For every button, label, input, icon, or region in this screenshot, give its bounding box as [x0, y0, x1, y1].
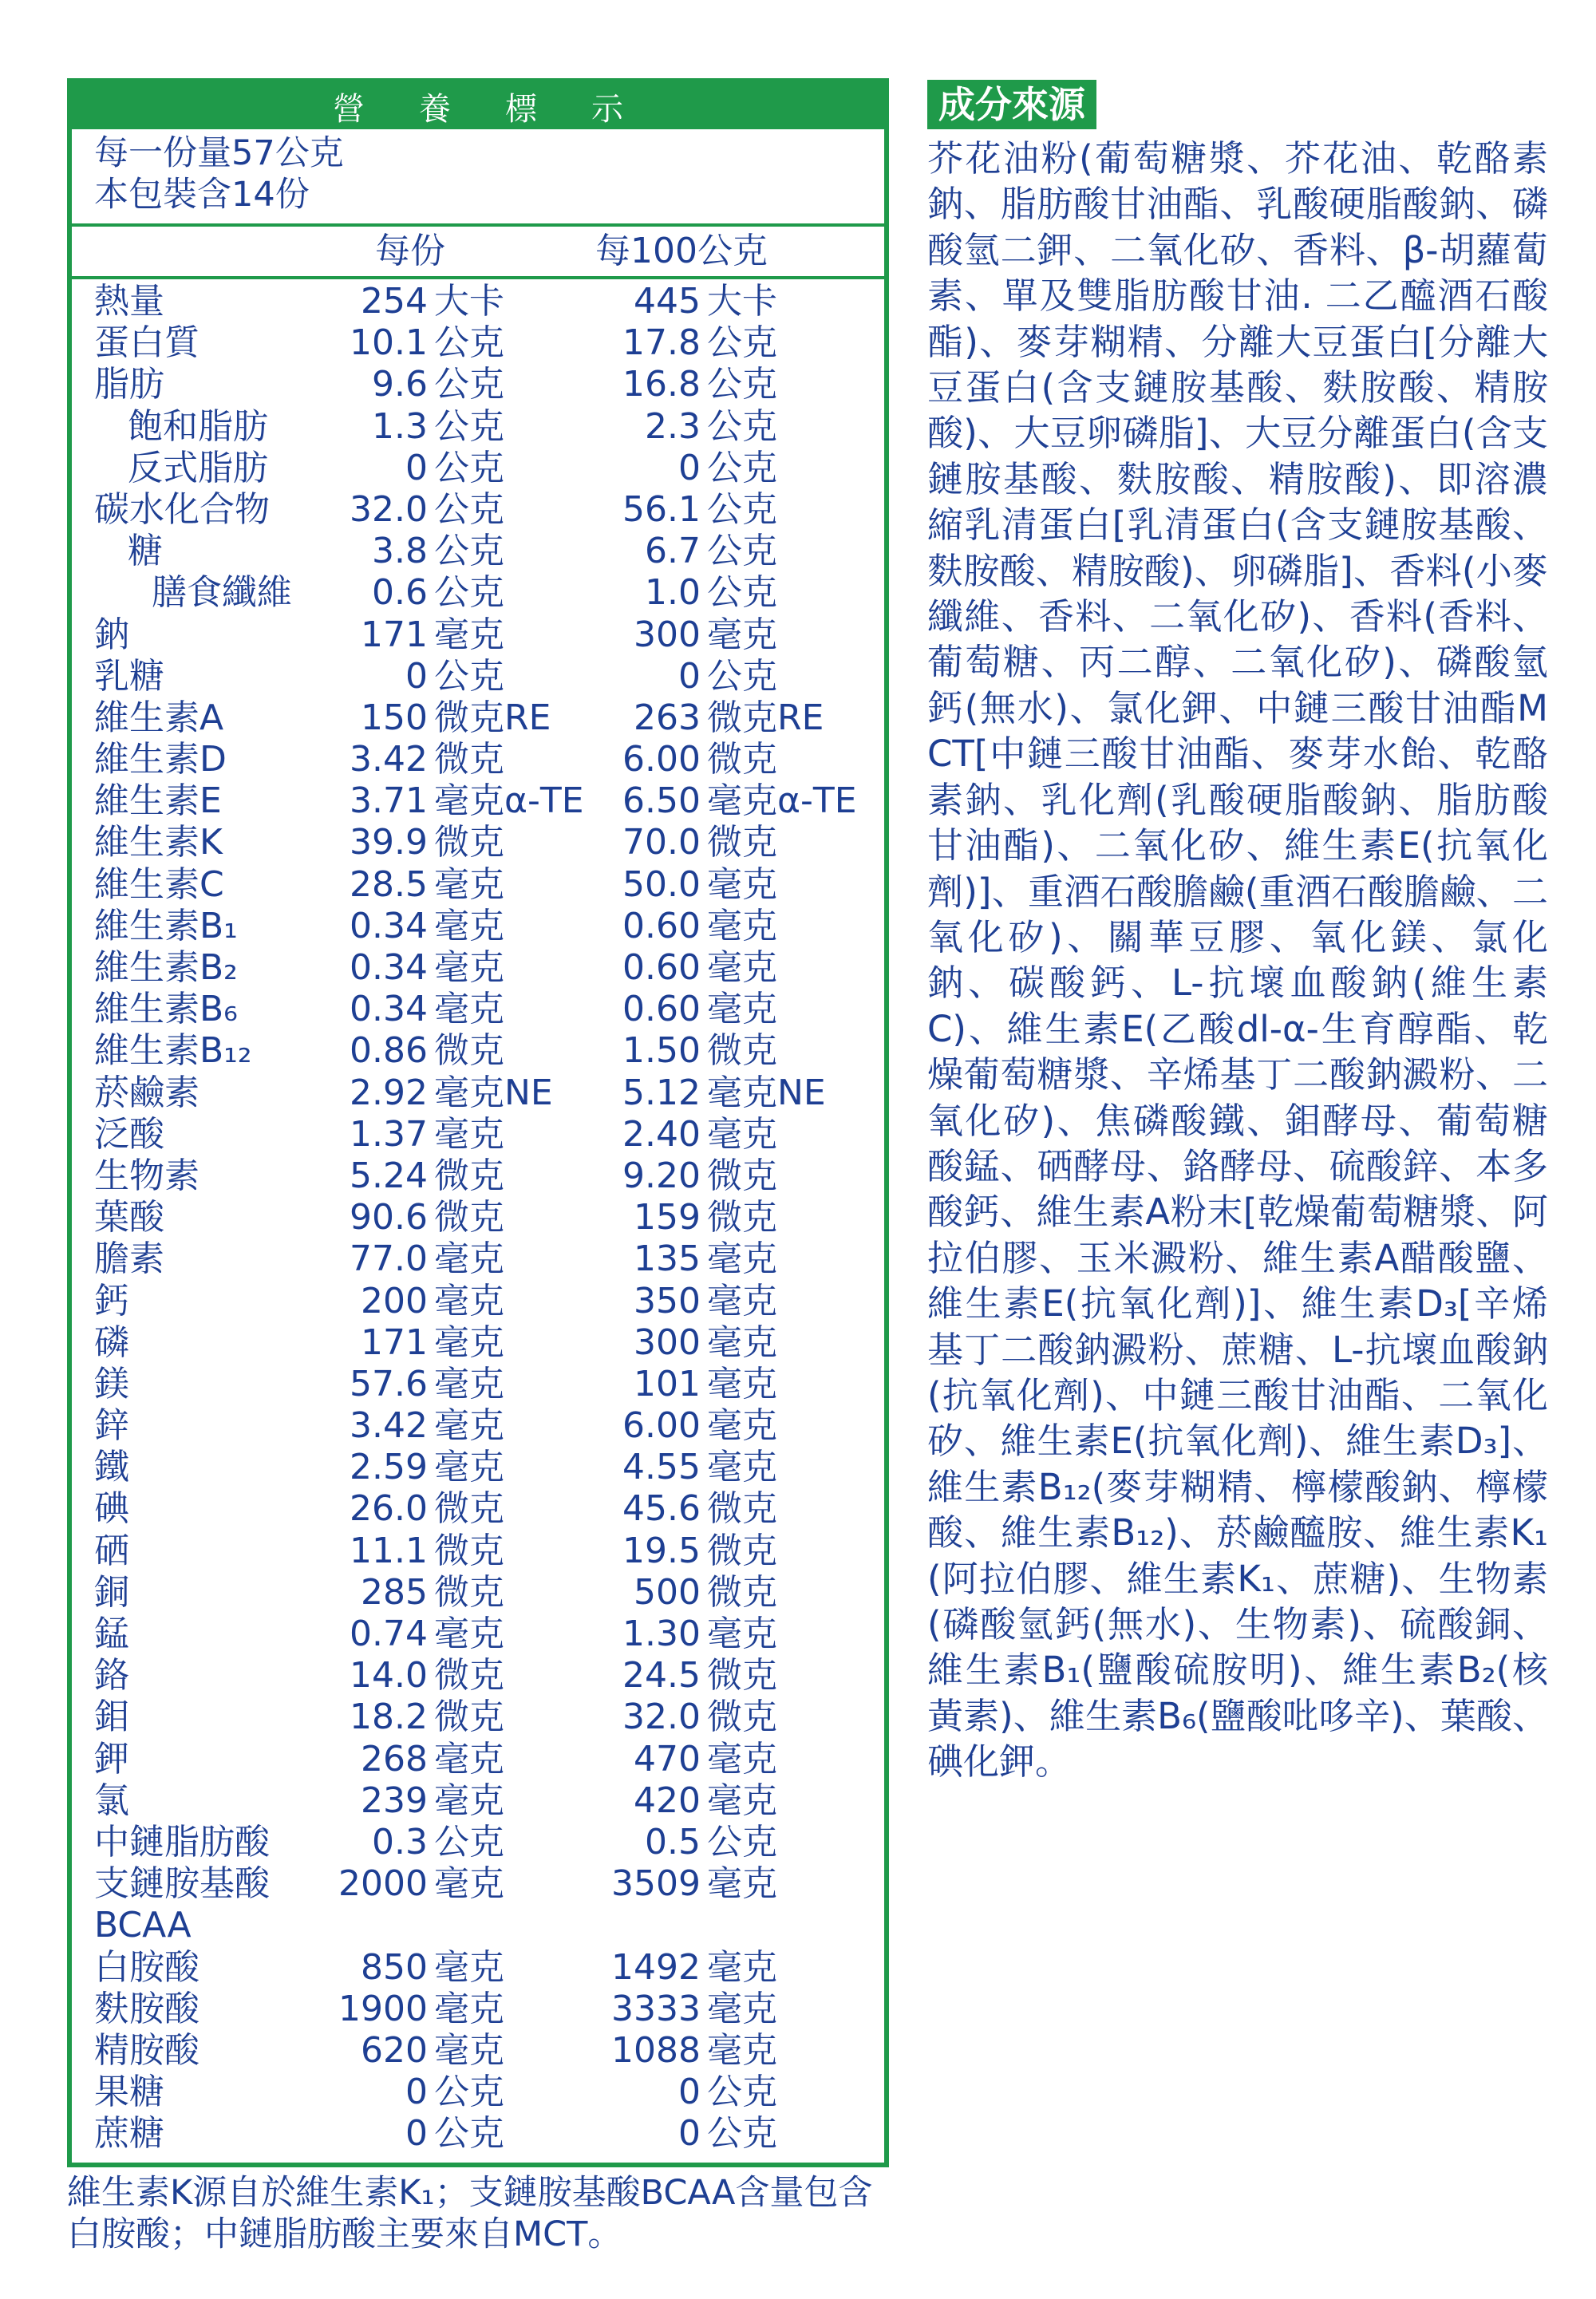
- nutrition-row: [72, 822, 884, 863]
- per-serving-unit: 公克: [434, 447, 504, 488]
- nutrient-name: 蛋白質: [94, 322, 200, 364]
- nutrient-name: 鎂: [94, 1363, 129, 1404]
- nutrition-row: [72, 1947, 884, 1989]
- nutrition-row: [72, 364, 884, 405]
- nutrition-row: [72, 656, 884, 697]
- nutrient-name: 葉酸: [94, 1197, 164, 1238]
- per-serving-value: 0.86: [350, 1030, 428, 1072]
- per-100g-value: 0: [678, 655, 701, 697]
- per-100g-value: 45.6: [622, 1488, 701, 1530]
- nutrition-row: [72, 947, 884, 989]
- per-serving-value: 0.3: [372, 1821, 428, 1863]
- header-char: 營: [333, 90, 365, 128]
- per-100g-unit: 毫克: [707, 1614, 777, 1654]
- nutrient-name: 維生素B₁₂: [94, 1030, 252, 1072]
- per-serving-value: 26.0: [350, 1488, 428, 1530]
- per-100g-unit: 毫克: [707, 863, 777, 905]
- serving-info: [72, 129, 884, 223]
- per-100g-value: 2.3: [645, 405, 701, 447]
- nutrient-name: 維生素B₁: [94, 905, 238, 946]
- per-100g-value: 19.5: [622, 1530, 701, 1571]
- per-serving-unit: 毫克: [434, 1738, 504, 1780]
- per-serving-unit: 毫克: [434, 947, 504, 988]
- per-serving-unit: 公克: [434, 322, 504, 364]
- nutrition-row: [72, 1030, 884, 1072]
- per-serving-unit: 微克: [434, 1530, 504, 1571]
- nutrition-row: [72, 1531, 884, 1572]
- nutrition-row: [72, 906, 884, 947]
- per-serving-unit: 毫克: [434, 1363, 504, 1404]
- per-serving-unit: 毫克α-TE: [434, 780, 584, 822]
- per-serving-value: 254: [361, 281, 428, 322]
- per-100g-value: 135: [634, 1238, 701, 1280]
- per-serving-value: 0: [405, 655, 428, 697]
- per-100g-unit: 微克RE: [707, 697, 824, 738]
- per-serving-unit: 公克: [434, 2072, 504, 2113]
- per-serving-value: 1.37: [350, 1113, 428, 1155]
- per-100g-value: 0: [678, 2113, 701, 2155]
- nutrition-row: [72, 1614, 884, 1655]
- per-serving-unit: 毫克: [434, 989, 504, 1030]
- per-serving-value: 200: [361, 1280, 428, 1321]
- nutrient-name: 維生素K: [94, 822, 223, 863]
- per-100g-unit: 公克: [707, 2113, 777, 2155]
- nutrition-row: [72, 1822, 884, 1863]
- nutrition-row: [72, 989, 884, 1030]
- per-serving-value: 239: [361, 1780, 428, 1821]
- nutrition-row: [72, 1364, 884, 1405]
- nutrient-name: 反式脂肪: [128, 447, 268, 488]
- per-serving-unit: 公克: [434, 488, 504, 530]
- nutrient-name: 氯: [94, 1780, 129, 1821]
- nutrition-row: [72, 1114, 884, 1155]
- per-100g-value: 6.7: [645, 531, 701, 572]
- per-100g-unit: 微克: [707, 822, 777, 863]
- header-char: 示: [591, 90, 623, 128]
- per-serving-unit: 毫克: [434, 1238, 504, 1280]
- per-100g-value: 6.50: [622, 780, 701, 822]
- per-serving-value: 0: [405, 2072, 428, 2113]
- per-serving-value: 171: [361, 614, 428, 655]
- nutrient-name: 硒: [94, 1530, 129, 1571]
- per-serving-unit: 毫克: [434, 1614, 504, 1654]
- nutrition-row: [72, 322, 884, 364]
- per-100g-unit: 公克: [707, 322, 777, 364]
- nutrition-row: [72, 281, 884, 322]
- per-100g-value: 16.8: [622, 364, 701, 405]
- nutrient-name: 維生素E: [94, 780, 222, 822]
- per-100g-unit: 公克: [707, 1821, 777, 1863]
- ingredients-title: 成分來源: [927, 80, 1096, 129]
- per-serving-unit: 毫克: [434, 1321, 504, 1363]
- per-100g-unit: 大卡: [707, 281, 777, 322]
- per-serving-unit: 毫克: [434, 1113, 504, 1155]
- per-100g-unit: 毫克: [707, 1863, 777, 1905]
- per-100g-unit: 毫克: [707, 614, 777, 655]
- per-serving-unit: 微克RE: [434, 697, 551, 738]
- nutrition-rows: [72, 279, 884, 2155]
- per-100g-value: 1.30: [622, 1614, 701, 1654]
- nutrient-name: 膳食纖維: [152, 572, 292, 614]
- servings-per-pack: 本包裝含14份: [94, 175, 310, 215]
- nutrient-name: 維生素A: [94, 697, 224, 738]
- nutrition-header: [72, 83, 884, 129]
- nutrient-name: 維生素D: [94, 739, 227, 780]
- per-serving-unit: 毫克: [434, 2029, 504, 2071]
- per-serving-unit: 公克: [434, 531, 504, 572]
- per-serving-value: 0.34: [350, 947, 428, 988]
- per-serving-unit: 微克: [434, 822, 504, 863]
- nutrient-name: 乳糖: [94, 655, 164, 697]
- per-serving-value: 2000: [338, 1863, 428, 1905]
- nutrition-row: [72, 406, 884, 448]
- nutrient-name: 鉬: [94, 1697, 129, 1738]
- nutrient-name: 膽素: [94, 1238, 164, 1280]
- per-serving-value: 285: [361, 1571, 428, 1613]
- per-serving-value: 0: [405, 2113, 428, 2155]
- col-per-serving: 每份: [375, 231, 445, 271]
- per-serving-value: 268: [361, 1738, 428, 1780]
- nutrient-name: 碳水化合物: [94, 488, 270, 530]
- nutrition-row: [72, 1322, 884, 1364]
- per-100g-value: 9.20: [622, 1155, 701, 1196]
- col-per-100g: 每100公克: [595, 231, 768, 271]
- per-serving-unit: 毫克: [434, 863, 504, 905]
- per-100g-unit: 公克: [707, 572, 777, 614]
- per-serving-value: 77.0: [350, 1238, 428, 1280]
- nutrient-name: 生物素: [94, 1155, 200, 1196]
- per-100g-unit: 微克: [707, 1655, 777, 1697]
- per-serving-value: 14.0: [350, 1655, 428, 1697]
- header-char: 養: [419, 90, 451, 128]
- nutrition-row: [72, 448, 884, 489]
- nutrient-name: 碘: [94, 1488, 129, 1530]
- per-100g-value: 0: [678, 447, 701, 488]
- nutrient-name: 蔗糖: [94, 2113, 164, 2155]
- per-100g-unit: 毫克: [707, 2029, 777, 2071]
- per-serving-unit: 公克: [434, 2113, 504, 2155]
- per-serving-unit: 微克: [434, 1155, 504, 1196]
- nutrition-row: [72, 1697, 884, 1738]
- per-100g-unit: 毫克: [707, 1780, 777, 1821]
- per-serving-unit: 微克: [434, 1197, 504, 1238]
- per-serving-unit: 公克: [434, 572, 504, 614]
- per-serving-value: 3.71: [350, 780, 428, 822]
- nutrition-row: [72, 1155, 884, 1197]
- per-100g-value: 300: [634, 614, 701, 655]
- per-serving-value: 3.42: [350, 1405, 428, 1447]
- per-100g-value: 17.8: [622, 322, 701, 364]
- per-100g-unit: 毫克: [707, 1321, 777, 1363]
- per-100g-value: 56.1: [622, 488, 701, 530]
- per-100g-unit: 微克: [707, 739, 777, 780]
- per-serving-value: 1900: [338, 1988, 428, 2029]
- per-serving-value: 171: [361, 1321, 428, 1363]
- nutrient-name: 熱量: [94, 281, 164, 322]
- per-serving-unit: 微克: [434, 1655, 504, 1697]
- per-serving-unit: 公克: [434, 655, 504, 697]
- nutrient-name: 支鏈胺基酸: [94, 1863, 270, 1905]
- per-100g-value: 1492: [611, 1946, 701, 1988]
- per-100g-unit: 毫克: [707, 989, 777, 1030]
- nutrition-row: [72, 1655, 884, 1697]
- nutrition-row: [72, 697, 884, 739]
- nutrient-name: 銅: [94, 1571, 129, 1613]
- nutrition-row: [72, 531, 884, 572]
- per-serving-value: 18.2: [350, 1697, 428, 1738]
- per-100g-value: 0: [678, 2072, 701, 2113]
- per-serving-unit: 大卡: [434, 281, 504, 322]
- nutrition-row: [72, 1739, 884, 1780]
- nutrient-name: 精胺酸: [94, 2029, 200, 2071]
- per-100g-unit: 毫克: [707, 1988, 777, 2029]
- serving-size: 每一份量57公克: [94, 133, 344, 173]
- nutrient-name: 鉻: [94, 1655, 129, 1697]
- per-100g-unit: 公克: [707, 2072, 777, 2113]
- per-serving-unit: 微克: [434, 739, 504, 780]
- per-100g-value: 3509: [611, 1863, 701, 1905]
- per-100g-unit: 公克: [707, 447, 777, 488]
- nutrition-row: [72, 1780, 884, 1822]
- per-100g-unit: 毫克α-TE: [707, 780, 857, 822]
- nutrient-name: 果糖: [94, 2072, 164, 2113]
- per-100g-value: 50.0: [622, 863, 701, 905]
- nutrition-row: [72, 2113, 884, 2155]
- per-serving-value: 850: [361, 1946, 428, 1988]
- per-serving-unit: 微克: [434, 1571, 504, 1613]
- per-serving-value: 150: [361, 697, 428, 738]
- per-serving-unit: 毫克: [434, 905, 504, 946]
- nutrient-name: 維生素B₂: [94, 947, 238, 988]
- per-100g-unit: 毫克: [707, 1363, 777, 1404]
- per-serving-value: 0.74: [350, 1614, 428, 1654]
- per-serving-unit: 毫克: [434, 1280, 504, 1321]
- per-serving-unit: 公克: [434, 1821, 504, 1863]
- per-serving-value: 5.24: [350, 1155, 428, 1196]
- nutrient-name: 維生素B₆: [94, 989, 238, 1030]
- nutrient-name: 脂肪: [94, 364, 164, 405]
- per-serving-value: 39.9: [350, 822, 428, 863]
- per-serving-value: 0.34: [350, 989, 428, 1030]
- per-100g-unit: 公克: [707, 364, 777, 405]
- per-serving-value: 2.92: [350, 1072, 428, 1113]
- per-100g-value: 6.00: [622, 1405, 701, 1447]
- per-100g-unit: 微克: [707, 1697, 777, 1738]
- per-100g-value: 24.5: [622, 1655, 701, 1697]
- per-serving-unit: 毫克: [434, 1780, 504, 1821]
- nutrition-row: [72, 1238, 884, 1280]
- per-100g-value: 420: [634, 1780, 701, 1821]
- per-100g-unit: 毫克: [707, 1946, 777, 1988]
- per-100g-value: 1.0: [645, 572, 701, 614]
- nutrient-name: 錳: [94, 1614, 129, 1654]
- per-100g-value: 445: [634, 281, 701, 322]
- ingredients-text: 芥花油粉(葡萄糖漿、芥花油、乾酪素鈉、脂肪酸甘油酯、乳酸硬脂酸鈉、磷酸氫二鉀、二氧化矽、香料、β-胡蘿蔔素、單及雙脂肪酸甘油. 二乙醯酒石酸酯)、麥芽糊精、分離大豆蛋白[分離大豆蛋白(含支鏈胺基酸、麩胺酸、精胺酸)、大豆卵磷脂]、大豆分離蛋白(含支鏈胺基酸、麩胺酸、精胺酸)、即溶濃縮乳清蛋白[乳清蛋白(含支鏈胺基酸、麩胺酸、精胺酸)、卵磷脂]、香料(小麥纖維、香料、二氧化矽)、香料(香料、葡萄糖、丙二醇、二氧化矽)、磷酸氫鈣(無水)、氯化鉀、中鏈三酸甘油酯MCT[中鏈三酸甘油酯、麥芽水飴、乾酪素鈉、乳化劑(乳酸硬脂酸鈉、脂肪酸甘油酯)、二氧化矽、維生素E(抗氧化劑)]、重酒石酸膽鹼(重酒石酸膽鹼、二氧化矽)、關華豆膠、氧化鎂、氯化鈉、碳酸鈣、L-抗壞血酸鈉(維生素C)、維生素E(乙酸dl-α-生育醇酯、乾燥葡萄糖漿、辛烯基丁二酸鈉澱粉、二氧化矽)、焦磷酸鐵、鉬酵母、葡萄糖酸錳、硒酵母、鉻酵母、硫酸鋅、本多酸鈣、維生素A粉末[乾燥葡萄糖漿、阿拉伯膠、玉米澱粉、維生素A醋酸鹽、維生素E(抗氧化劑)]、維生素D₃[辛烯基丁二酸鈉澱粉、蔗糖、L-抗壞血酸鈉(抗氧化劑)、中鏈三酸甘油酯、二氧化矽、維生素E(抗氧化劑)、維生素D₃]、維生素B₁₂(麥芽糊精、檸檬酸鈉、檸檬酸、維生素B₁₂)、菸鹼醯胺、維生素K₁(阿拉伯膠、維生素K₁、蔗糖)、生物素(磷酸氫鈣(無水)、生物素)、硫酸銅、維生素B₁(鹽酸硫胺明)、維生素B₂(核黃素)、維生素B₆(鹽酸吡哆辛)、葉酸、碘化鉀。: [927, 137, 1548, 1784]
- nutrient-name: 鈉: [94, 614, 129, 655]
- nutrient-name: 泛酸: [94, 1113, 164, 1155]
- per-serving-unit: 毫克: [434, 1863, 504, 1905]
- nutrition-row: [72, 1905, 884, 1946]
- per-100g-value: 350: [634, 1280, 701, 1321]
- per-100g-unit: 微克: [707, 1155, 777, 1196]
- per-100g-unit: 微克: [707, 1571, 777, 1613]
- per-100g-unit: 毫克: [707, 1113, 777, 1155]
- per-100g-value: 0.60: [622, 947, 701, 988]
- nutrition-footnote: 維生素K源自於維生素K₁；支鏈胺基酸BCAA含量包含白胺酸；中鏈脂肪酸主要來自MCT。: [67, 2173, 873, 2254]
- per-100g-value: 2.40: [622, 1113, 701, 1155]
- nutrient-name: 鋅: [94, 1405, 129, 1447]
- nutrition-row: [72, 780, 884, 822]
- nutrition-row: [72, 572, 884, 614]
- per-serving-unit: 毫克NE: [434, 1072, 553, 1113]
- nutrient-name: 飽和脂肪: [128, 405, 268, 447]
- per-serving-unit: 微克: [434, 1488, 504, 1530]
- nutrient-name: 維生素C: [94, 863, 224, 905]
- nutrient-name: 鈣: [94, 1280, 129, 1321]
- nutrition-row: [72, 1405, 884, 1447]
- per-100g-value: 3333: [611, 1988, 701, 2029]
- per-100g-unit: 微克: [707, 1030, 777, 1072]
- per-100g-unit: 公克: [707, 531, 777, 572]
- per-serving-value: 3.8: [372, 531, 428, 572]
- per-100g-value: 470: [634, 1738, 701, 1780]
- per-serving-value: 620: [361, 2029, 428, 2071]
- per-serving-unit: 毫克: [434, 614, 504, 655]
- per-100g-value: 0.60: [622, 905, 701, 946]
- per-serving-value: 11.1: [350, 1530, 428, 1571]
- per-serving-value: 9.6: [372, 364, 428, 405]
- nutrition-row: [72, 1488, 884, 1530]
- nutrition-row: [72, 614, 884, 656]
- per-100g-value: 4.55: [622, 1447, 701, 1488]
- nutrient-name: 白胺酸: [94, 1946, 200, 1988]
- per-100g-value: 159: [634, 1197, 701, 1238]
- nutrition-row: [72, 1863, 884, 1905]
- per-100g-unit: 毫克: [707, 1405, 777, 1447]
- per-serving-value: 0.34: [350, 905, 428, 946]
- per-serving-value: 10.1: [350, 322, 428, 364]
- nutrition-row: [72, 1197, 884, 1238]
- per-serving-value: 57.6: [350, 1363, 428, 1404]
- per-serving-unit: 毫克: [434, 1405, 504, 1447]
- per-100g-unit: 微克: [707, 1197, 777, 1238]
- per-100g-unit: 毫克: [707, 1280, 777, 1321]
- per-100g-value: 0.5: [645, 1821, 701, 1863]
- per-serving-value: 32.0: [350, 488, 428, 530]
- per-100g-unit: 公克: [707, 488, 777, 530]
- nutrition-row: [72, 864, 884, 906]
- nutrient-name: 中鏈脂肪酸: [94, 1821, 270, 1863]
- per-100g-value: 500: [634, 1571, 701, 1613]
- per-serving-unit: 微克: [434, 1030, 504, 1072]
- per-100g-value: 1.50: [622, 1030, 701, 1072]
- per-100g-value: 101: [634, 1363, 701, 1404]
- per-100g-unit: 毫克NE: [707, 1072, 826, 1113]
- per-serving-value: 2.59: [350, 1447, 428, 1488]
- per-serving-value: 3.42: [350, 739, 428, 780]
- nutrient-name: 糖: [128, 531, 163, 572]
- nutrition-row: [72, 1281, 884, 1322]
- nutrient-name: BCAA: [94, 1905, 192, 1946]
- per-serving-value: 28.5: [350, 863, 428, 905]
- per-100g-unit: 微克: [707, 1488, 777, 1530]
- per-serving-unit: 微克: [434, 1697, 504, 1738]
- per-serving-unit: 公克: [434, 364, 504, 405]
- nutrition-row: [72, 2030, 884, 2072]
- per-100g-value: 0.60: [622, 989, 701, 1030]
- per-100g-value: 300: [634, 1321, 701, 1363]
- per-serving-unit: 毫克: [434, 1447, 504, 1488]
- per-100g-value: 1088: [611, 2029, 701, 2071]
- per-serving-value: 90.6: [350, 1197, 428, 1238]
- per-100g-value: 32.0: [622, 1697, 701, 1738]
- column-headers: [72, 227, 884, 276]
- per-100g-unit: 公克: [707, 405, 777, 447]
- per-serving-value: 0: [405, 447, 428, 488]
- per-serving-unit: 毫克: [434, 1988, 504, 2029]
- per-100g-value: 5.12: [622, 1072, 701, 1113]
- per-serving-unit: 公克: [434, 405, 504, 447]
- per-serving-value: 1.3: [372, 405, 428, 447]
- per-100g-value: 263: [634, 697, 701, 738]
- nutrition-row: [72, 2072, 884, 2113]
- nutrition-row: [72, 1447, 884, 1488]
- per-100g-value: 70.0: [622, 822, 701, 863]
- nutrition-row: [72, 489, 884, 531]
- per-100g-value: 6.00: [622, 739, 701, 780]
- per-100g-unit: 毫克: [707, 947, 777, 988]
- nutrition-facts-panel: [67, 78, 889, 2167]
- nutrition-row: [72, 1989, 884, 2030]
- nutrition-row: [72, 739, 884, 780]
- nutrient-name: 菸鹼素: [94, 1072, 200, 1113]
- per-100g-unit: 毫克: [707, 1738, 777, 1780]
- nutrition-row: [72, 1072, 884, 1114]
- per-100g-unit: 公克: [707, 655, 777, 697]
- per-100g-unit: 毫克: [707, 1447, 777, 1488]
- nutrition-row: [72, 1572, 884, 1614]
- per-serving-value: 0.6: [372, 572, 428, 614]
- per-100g-unit: 毫克: [707, 905, 777, 946]
- nutrient-name: 磷: [94, 1321, 129, 1363]
- per-serving-unit: 毫克: [434, 1946, 504, 1988]
- per-100g-unit: 毫克: [707, 1238, 777, 1280]
- header-char: 標: [505, 90, 537, 128]
- per-100g-unit: 微克: [707, 1530, 777, 1571]
- nutrient-name: 鉀: [94, 1738, 129, 1780]
- nutrient-name: 麩胺酸: [94, 1988, 200, 2029]
- nutrient-name: 鐵: [94, 1447, 129, 1488]
